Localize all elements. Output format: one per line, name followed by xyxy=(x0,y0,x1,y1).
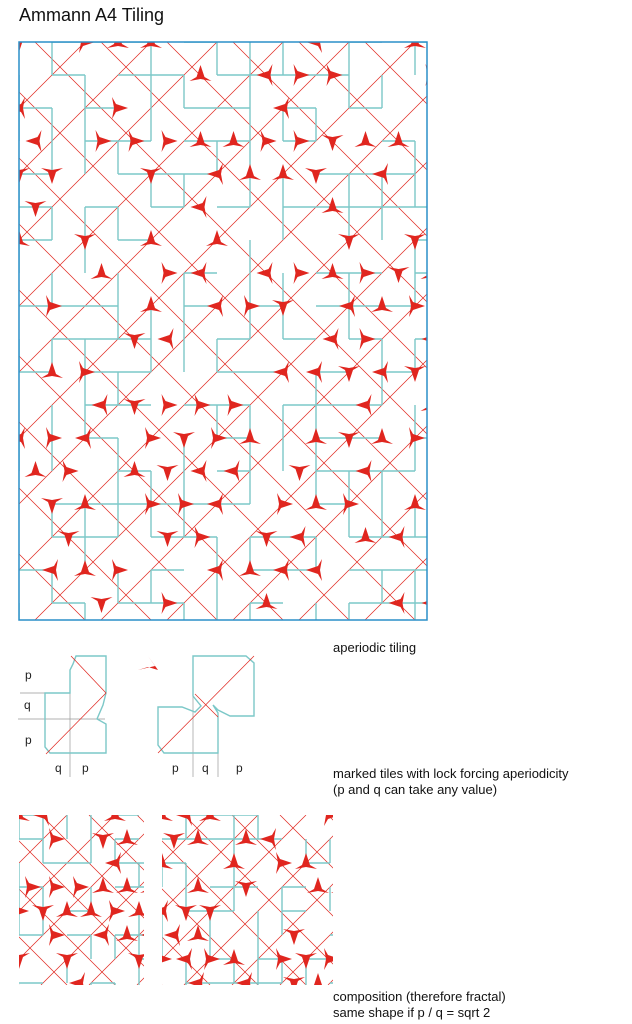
marker-arrow-icon xyxy=(372,361,388,383)
caption-marked-1: marked tiles with lock forcing aperiodicity xyxy=(333,766,569,781)
marker-arrow-icon xyxy=(294,64,310,86)
marker-arrow-icon xyxy=(80,901,102,917)
marker-arrow-icon xyxy=(157,531,179,547)
marker-arrow-icon xyxy=(41,498,63,514)
diagonal-line xyxy=(0,42,19,620)
diagonal-line xyxy=(472,815,632,985)
marker-arrow-icon xyxy=(228,996,244,1018)
caption-aperiodic: aperiodic tiling xyxy=(333,640,417,655)
diagonal-line xyxy=(497,42,632,620)
marker-arrow-icon xyxy=(46,295,62,317)
marker-arrow-icon xyxy=(199,805,221,821)
row-label-q: q xyxy=(24,698,31,712)
marker-arrow-icon xyxy=(152,1001,174,1017)
marker-arrow-icon xyxy=(157,465,179,481)
marker-arrow-icon xyxy=(404,32,426,48)
marker-arrow-icon xyxy=(42,559,58,581)
marker-arrow-icon xyxy=(124,333,146,349)
diagonal-line xyxy=(497,42,632,620)
caption-composition-2: same shape if p / q = sqrt 2 xyxy=(333,1005,491,1020)
marker-arrow-icon xyxy=(164,924,180,946)
marker-arrow-icon xyxy=(162,394,178,416)
marker-arrow-icon xyxy=(141,924,157,946)
caption-composition-1: composition (therefore fractal) xyxy=(333,989,506,1004)
marker-arrow-icon xyxy=(25,876,41,898)
diagonal-line xyxy=(424,815,594,985)
diagonal-line xyxy=(0,815,19,985)
diagonal-line xyxy=(431,42,632,620)
marker-arrow-icon xyxy=(389,526,405,548)
marker-arrow-icon xyxy=(437,432,459,448)
marker-arrow-icon xyxy=(239,428,261,444)
marker-arrow-icon xyxy=(239,560,261,576)
marker-arrow-icon xyxy=(305,494,327,510)
marker-arrow-icon xyxy=(348,900,364,922)
diagonal-line xyxy=(0,42,151,620)
marker-arrow-icon xyxy=(151,997,173,1013)
marker-arrow-icon xyxy=(9,97,25,119)
col-label-q: q xyxy=(202,761,209,775)
marker-arrow-icon xyxy=(324,948,340,970)
marker-arrow-icon xyxy=(26,130,42,152)
marker-arrow-icon xyxy=(305,428,327,444)
composition-2 xyxy=(0,804,632,1018)
marker-arrow-icon xyxy=(107,32,129,48)
diagonal-line xyxy=(365,42,632,620)
marker-arrow-icon xyxy=(8,805,30,821)
diagonal-line xyxy=(0,42,283,620)
marker-arrow-icon xyxy=(162,130,178,152)
diagonal-line xyxy=(0,42,151,620)
diagonal-line xyxy=(233,42,632,620)
marker-arrow-icon xyxy=(191,460,207,482)
marker-arrow-icon xyxy=(355,131,377,147)
marker-arrow-icon xyxy=(355,527,377,543)
marked-tile-1 xyxy=(18,656,106,777)
marker-arrow-icon xyxy=(41,362,63,378)
marker-arrow-icon xyxy=(323,328,339,350)
marker-arrow-icon xyxy=(151,805,173,821)
marker-arrow-icon xyxy=(116,829,138,845)
marker-arrow-icon xyxy=(163,833,185,849)
marker-arrow-icon xyxy=(388,267,410,283)
marker-arrow-icon xyxy=(371,428,393,444)
marker-arrow-icon xyxy=(176,948,192,970)
marker-arrow-icon xyxy=(260,828,276,850)
marker-arrow-icon xyxy=(178,493,194,515)
marker-arrow-icon xyxy=(25,461,47,477)
marker-arrow-icon xyxy=(223,949,245,965)
marker-arrow-icon xyxy=(371,296,393,312)
marker-arrow-icon xyxy=(324,804,340,826)
marker-arrow-icon xyxy=(306,625,322,647)
marker-arrow-icon xyxy=(112,97,128,119)
marker-arrow-icon xyxy=(173,432,195,448)
marker-arrow-icon xyxy=(239,164,261,180)
marker-arrow-icon xyxy=(162,262,178,284)
marker-arrow-icon xyxy=(191,262,207,284)
page-title: Ammann A4 Tiling xyxy=(19,5,165,25)
marker-arrow-icon xyxy=(421,395,443,411)
marker-arrow-icon xyxy=(307,877,329,893)
diagonal-line xyxy=(365,42,632,620)
diagonal-line xyxy=(472,815,632,985)
marker-arrow-icon xyxy=(41,168,63,184)
diagonal-line xyxy=(431,42,632,620)
diagonal-line xyxy=(0,42,19,620)
marker-arrow-icon xyxy=(239,630,261,646)
marker-arrow-icon xyxy=(116,925,138,941)
marker-arrow-icon xyxy=(223,853,245,869)
marker-arrow-icon xyxy=(96,130,112,152)
marker-arrow-icon xyxy=(437,362,459,378)
marker-arrow-icon xyxy=(58,531,80,547)
marker-arrow-icon xyxy=(207,625,223,647)
marker-arrow-icon xyxy=(257,64,273,86)
diagonal-line xyxy=(0,42,283,620)
col-label-p: p xyxy=(82,761,89,775)
marker-arrow-icon xyxy=(141,625,157,647)
marker-arrow-icon xyxy=(91,263,113,279)
marked-tile-2 xyxy=(158,656,254,777)
marker-arrow-icon xyxy=(32,905,54,921)
marker-arrow-icon xyxy=(294,130,310,152)
marker-arrow-icon xyxy=(224,460,240,482)
marker-arrow-icon xyxy=(236,972,252,994)
col-label-q: q xyxy=(55,761,62,775)
diagonal-line xyxy=(328,815,498,985)
marker-arrow-icon xyxy=(104,805,126,821)
aperiodic-tiling xyxy=(0,31,632,647)
marker-arrow-icon xyxy=(73,876,89,898)
marker-arrow-icon xyxy=(33,804,49,826)
marker-arrow-icon xyxy=(257,262,273,284)
marker-arrow-icon xyxy=(422,328,438,350)
marker-arrow-icon xyxy=(256,531,278,547)
marker-arrow-icon xyxy=(360,262,376,284)
marker-arrow-icon xyxy=(162,592,178,614)
diagonal-line xyxy=(424,815,594,985)
marker-arrow-icon xyxy=(228,394,244,416)
marker-arrow-icon xyxy=(92,394,108,416)
marker-arrow-icon xyxy=(306,559,322,581)
marker-arrow-icon xyxy=(204,996,220,1018)
marker-arrow-icon xyxy=(79,625,95,647)
marker-arrow-icon xyxy=(9,427,25,449)
caption-marked-2: (p and q can take any value) xyxy=(333,782,498,797)
marker-arrow-icon xyxy=(294,262,310,284)
marker-arrow-icon xyxy=(188,972,204,994)
marker-arrow-icon xyxy=(289,465,311,481)
marker-arrow-icon xyxy=(389,592,405,614)
marker-arrow-icon xyxy=(372,163,388,185)
marker-arrow-icon xyxy=(248,996,264,1018)
marker-arrow-icon xyxy=(91,597,113,613)
marker-arrow-icon xyxy=(437,230,459,246)
diagonal-line xyxy=(233,42,632,620)
marker-arrow-icon xyxy=(331,877,353,893)
marker-arrow-icon xyxy=(25,201,47,217)
marker-arrow-icon xyxy=(69,972,85,994)
col-label-p: p xyxy=(172,761,179,775)
marker-arrow-icon xyxy=(138,656,158,670)
marker-arrow-icon xyxy=(41,630,63,646)
marker-arrow-icon xyxy=(8,953,30,969)
marker-arrow-icon xyxy=(356,394,372,416)
marker-arrow-icon xyxy=(437,36,459,52)
marker-arrow-icon xyxy=(32,1001,54,1017)
marker-arrow-icon xyxy=(158,328,174,350)
marker-arrow-icon xyxy=(46,427,62,449)
diagonal-line xyxy=(167,42,632,620)
marker-arrow-icon xyxy=(173,630,195,646)
marker-arrow-icon xyxy=(422,592,438,614)
marker-arrow-icon xyxy=(283,977,305,993)
marker-arrow-icon xyxy=(124,399,146,415)
marker-arrow-icon xyxy=(290,526,306,548)
marker-arrow-icon xyxy=(244,295,260,317)
diagonal-line xyxy=(0,815,19,985)
row-label-p: p xyxy=(25,668,32,682)
diagonal-line xyxy=(328,815,498,985)
marker-arrow-icon xyxy=(276,852,292,874)
marker-arrow-icon xyxy=(360,328,376,350)
marker-arrow-icon xyxy=(112,559,128,581)
marker-arrow-icon xyxy=(322,135,344,151)
marker-arrow-icon xyxy=(140,877,162,893)
marker-arrow-icon xyxy=(105,996,121,1018)
marker-arrow-icon xyxy=(356,460,372,482)
diagonal-line xyxy=(0,42,547,620)
diagonal-line xyxy=(563,42,632,620)
marker-arrow-icon xyxy=(176,804,192,826)
marker-arrow-icon xyxy=(140,32,162,48)
marker-arrow-icon xyxy=(276,948,292,970)
marker-arrow-icon xyxy=(235,881,257,897)
marker-arrow-icon xyxy=(128,953,150,969)
diagonal-line xyxy=(563,42,632,620)
marker-arrow-icon xyxy=(307,973,329,989)
diagonal-line xyxy=(0,42,547,620)
col-label-p: p xyxy=(236,761,243,775)
marker-arrow-icon xyxy=(305,168,327,184)
marker-arrow-icon xyxy=(93,924,109,946)
diagonal-line xyxy=(376,815,546,985)
marker-arrow-icon xyxy=(306,361,322,383)
marker-arrow-icon xyxy=(175,997,197,1013)
row-label-p: p xyxy=(25,733,32,747)
marker-arrow-icon xyxy=(426,64,442,86)
marker-arrow-icon xyxy=(175,905,197,921)
diagonal-line xyxy=(167,42,632,620)
marker-arrow-icon xyxy=(283,929,305,945)
diagonal-line xyxy=(376,815,546,985)
marker-arrow-icon xyxy=(191,196,207,218)
marker-arrow-icon xyxy=(116,877,138,893)
marker-arrow-icon xyxy=(343,857,365,873)
marker-arrow-icon xyxy=(92,833,114,849)
marker-arrow-icon xyxy=(421,263,443,279)
marker-arrow-icon xyxy=(223,131,245,147)
marker-arrow-icon xyxy=(152,900,168,922)
marker-arrow-icon xyxy=(8,626,30,642)
marker-arrow-icon xyxy=(128,901,150,917)
